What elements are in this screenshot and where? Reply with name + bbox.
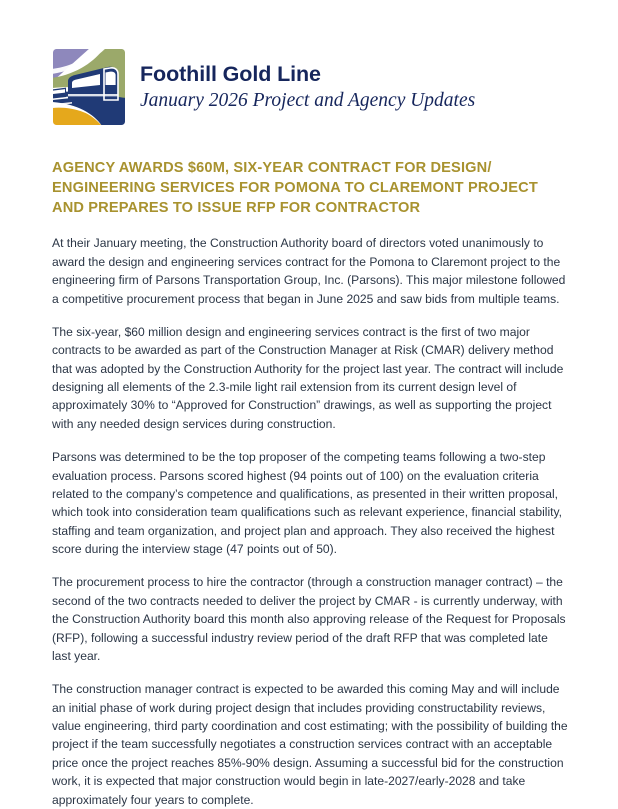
- article: [52, 158, 568, 809]
- masthead: [52, 44, 572, 130]
- headline-line-2: ENGINEERING SERVICES FOR POMONA TO CLAREMONT PROJECT: [52, 180, 538, 197]
- masthead-text: [140, 60, 475, 113]
- article-headline: [52, 158, 568, 218]
- article-paragraph: The construction manager contract is expected to be awarded this coming May and will include an initial phase of work during project design that includes providing constructability reviews, value engineering, third party coordination and cost estimating; with the possibility of building the project if the team successfully negotiates a construction services contract with an acceptable price once the project reaches 85%-90% design. Assuming a successful bid for the construction work, it is expected that major construction would begin in late-2027/early-2028 and take approximately four years to complete.: [52, 682, 568, 807]
- article-paragraph: Parsons was determined to be the top proposer of the competing teams following a two-step evaluation process. Parsons scored highest (94 points out of 100) on the evaluation criteria related to the company’s competence and qualifications, as presented in their written proposal, which took into consideration team qualifications such as relevant experience, financial stability, staffing and team organization, and project plan and approach. They also received the highest score during the interview stage (47 points out of 50).: [52, 450, 563, 556]
- foothill-gold-line-train-logo-icon: [52, 48, 126, 126]
- headline-line-3: AND PREPARES TO ISSUE RFP FOR CONTRACTOR: [52, 200, 421, 217]
- article-body: [52, 234, 568, 809]
- article-paragraph: At their January meeting, the Construction Authority board of directors voted unanimously to award the design and engineering services contract for the Pomona to Claremont project to the engineering firm of Parsons Transportation Group, Inc. (Parsons). This major milestone followed a competitive procurement process that began in June 2025 and saw bids from multiple teams.: [52, 236, 566, 306]
- headline-line-1: AGENCY AWARDS $60M, SIX-YEAR CONTRACT FOR DESIGN/: [52, 160, 492, 176]
- brand-subtitle: January 2026 Project and Agency Updates: [140, 90, 476, 112]
- article-paragraph: The six-year, $60 million design and engineering services contract is the first of two major contracts to be awarded as part of the Construction Manager at Risk (CMAR) delivery method that was adopted by the Construction Authority for the project last year. The contract will include designing all elements of the 2.3-mile light rail extension from its current design level of approximately 30% to “Approved for Construction” drawings, as well as supporting the project with any needed design services during construction.: [52, 324, 564, 431]
- article-paragraph: The procurement process to hire the contractor (through a construction manager contract) – the second of the two contracts needed to deliver the project by CMAR - is currently underway, with the Construction Authority board this month also approving release of the Request for Proposals (RFP), following a successful industry review period of the draft RFP that was completed late last year.: [52, 575, 566, 663]
- brand-title: Foothill Gold Line: [140, 62, 321, 87]
